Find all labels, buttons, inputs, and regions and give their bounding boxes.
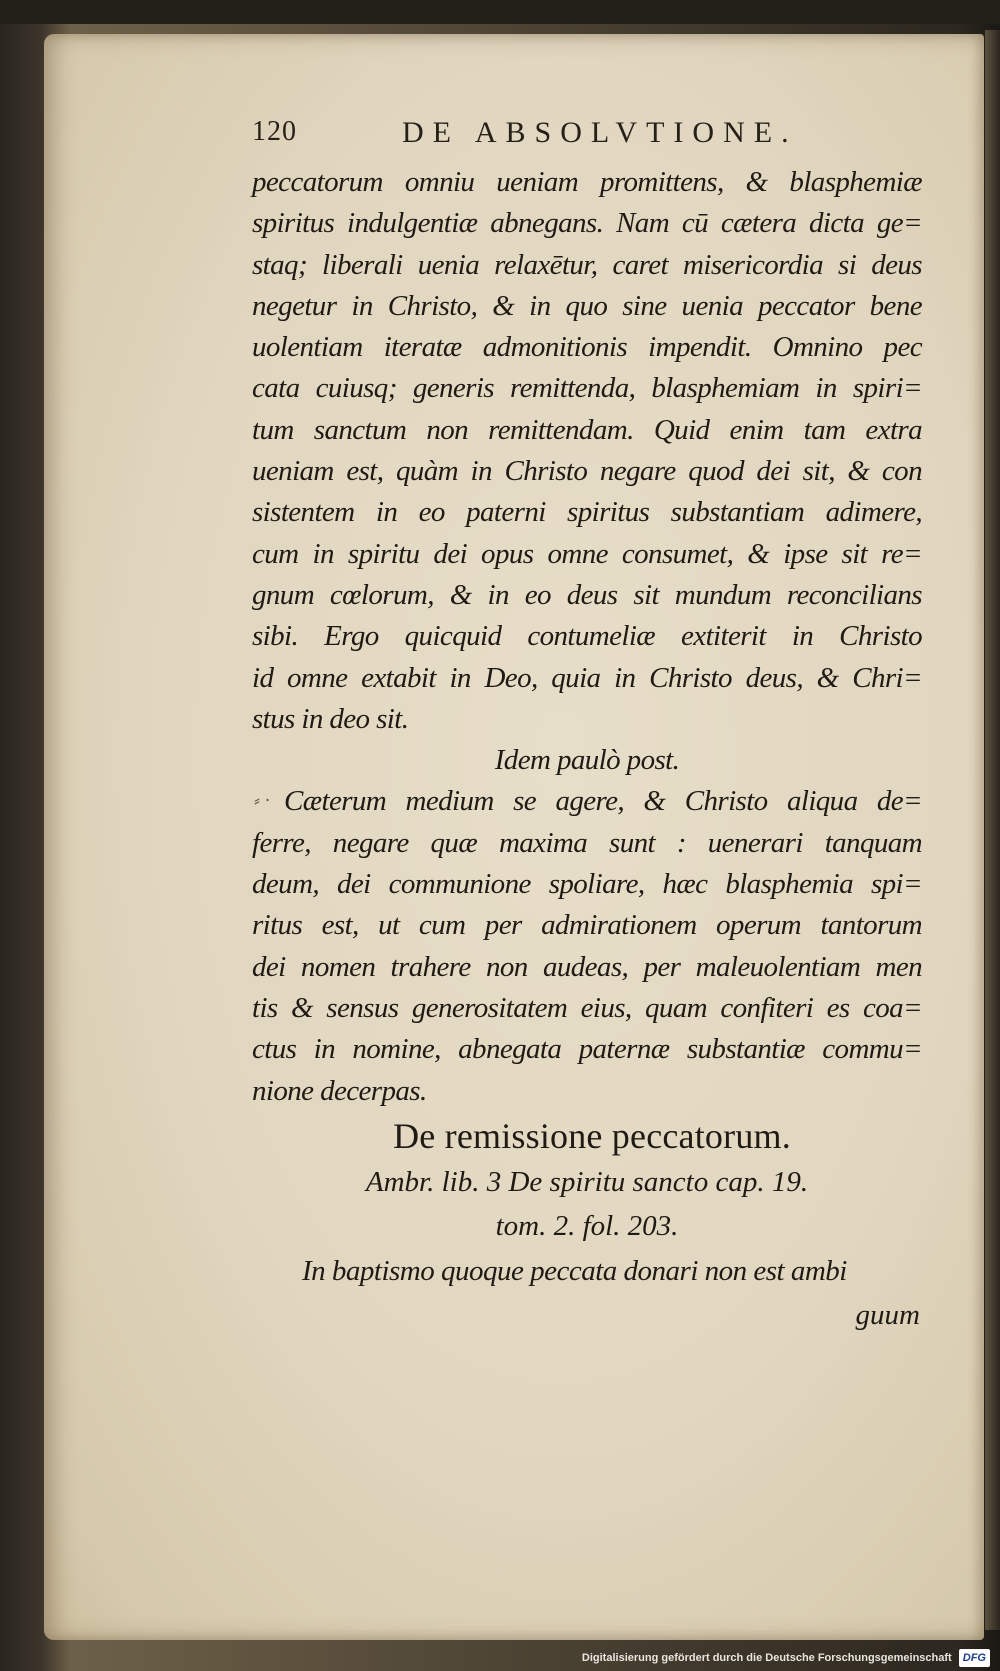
section-title: De remissione peccatorum.	[393, 1116, 791, 1156]
text-line: cum in spiritu dei opus omne consumet, & ipse sit re=	[252, 537, 922, 570]
text-line: ritus est, ut cum per admirationem operum tantorum	[252, 909, 922, 942]
credit-text: Digitalisierung gefördert durch die Deutsche Forschungsgemeinschaft	[581, 1652, 952, 1664]
section-reference: tom. 2. fol. 203.	[495, 1210, 679, 1242]
text-line: staq; liberali uenia relaxētur, caret misericordia si deus	[252, 248, 922, 281]
text-line: stus in deo sit.	[252, 702, 409, 735]
text-line: spiritus indulgentiæ abnegans. Nam cū cætera dicta ge=	[252, 207, 922, 240]
dfg-logo: DFG	[959, 1649, 990, 1667]
page-number: 120	[252, 116, 297, 147]
subheading: Idem paulò post.	[494, 744, 680, 777]
text-line: ctus in nomine, abnegata paternæ substantiæ commu=	[252, 1033, 922, 1066]
text-line: deum, dei communione spoliare, hæc blasphemia spi=	[252, 868, 922, 901]
text-line: ueniam est, quàm in Christo negare quod dei sit, & con	[252, 455, 922, 488]
main-text	[252, 162, 922, 1112]
scan-top-strip	[0, 0, 1000, 24]
text-line: tis & sensus generositatem eius, quam confiteri es coa=	[252, 991, 922, 1024]
text-line: Cæterum medium se agere, & Christo aliqua de=	[284, 785, 922, 818]
page-edge	[985, 30, 1000, 1630]
text-line: sibi. Ergo quicquid contumeliæ extiterit in Christo	[252, 620, 922, 653]
text-line: gnum cœlorum, & in eo deus sit mundum reconcilians	[252, 578, 922, 611]
catchword: guum	[855, 1299, 920, 1331]
margin-mark: ⸗ ·	[254, 790, 271, 810]
text-line: id omne extabit in Deo, quia in Christo deus, & Chri=	[252, 661, 922, 694]
text-line: In baptismo quoque peccata donari non est ambi	[302, 1255, 847, 1287]
text-line: sistentem in eo paterni spiritus substantiam adimere,	[252, 496, 922, 529]
text-line: ferre, negare quæ maxima sunt : uenerari tanquam	[252, 826, 922, 859]
section-reference: Ambr. lib. 3 De spiritu sancto cap. 19.	[365, 1166, 809, 1198]
text-line: uolentiam iteratæ admonitionis impendit. Omnino pec	[252, 331, 922, 364]
text-line: cata cuiusq; generis remittenda, blasphemiam in spiri=	[252, 372, 922, 405]
section-remissione	[252, 1112, 922, 1336]
text-line: negetur in Christo, & in quo sine uenia peccator bene	[252, 289, 922, 322]
text-line: nione decerpas.	[252, 1074, 427, 1107]
text-line: tum sanctum non remittendam. Quid enim tam extra	[252, 413, 922, 446]
text-line: dei nomen trahere non audeas, per maleuolentiam men	[252, 950, 922, 983]
digitization-credit	[582, 1649, 990, 1667]
running-head: DE ABSOLVTIONE.	[402, 116, 798, 149]
text-line: peccatorum omniu ueniam promittens, & blasphemiæ	[252, 166, 922, 198]
page-header	[252, 116, 862, 156]
